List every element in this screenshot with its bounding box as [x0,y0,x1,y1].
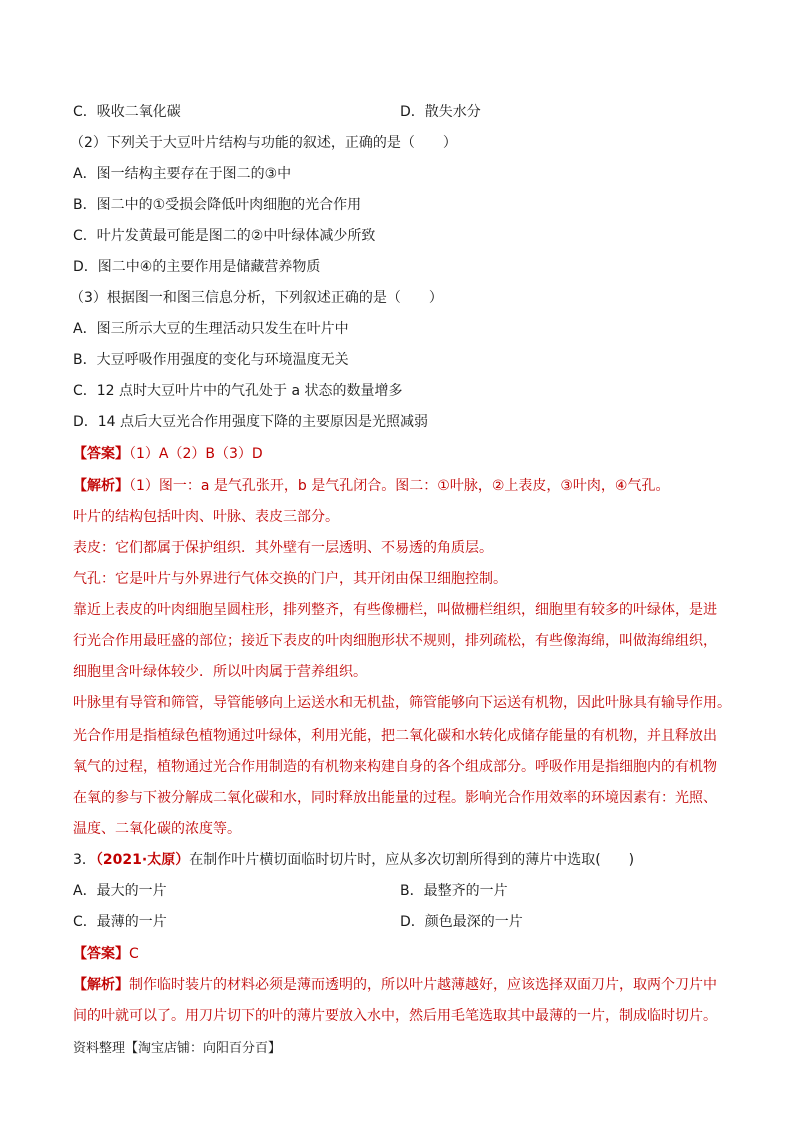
question-number: 3． [73,852,96,868]
option-d: D．散失水分 [400,104,481,120]
option-c: C．吸收二氧化碳 [73,104,181,120]
answer-text: （1）A（2）B（3）D [129,446,263,462]
q3-answer-tag: 【答案】 [73,946,129,962]
analysis-text: （1）图一：a 是气孔张开，b 是气孔闭合。图二：①叶脉，②上表皮，③叶肉，④气孔。 [129,478,670,494]
q3-option-c: C．最薄的一片 [73,914,167,930]
analysis-line-3: 表皮：它们都属于保护组织．其外壁有一层透明、不易透的角质层。 [73,540,493,556]
q3-answer-line [73,944,733,964]
analysis-line-12: 温度、二氧化碳的浓度等。 [73,821,241,837]
q3-analysis-text: 制作临时装片的材料必须是薄而透明的，所以叶片越薄越好，应该选择双面刀片，取两个刀片中 [129,977,717,993]
sub2-option-d: D．图二中④的主要作用是储藏营养物质 [73,259,321,275]
q3-analysis-line-1 [73,975,733,995]
footer-note: 资料整理【淘宝店铺：向阳百分百】 [73,1041,282,1056]
q3-analysis-line-2: 间的叶就可以了。用刀片切下的叶的薄片要放入水中，然后用毛笔选取其中最薄的一片，制成临时切片。 [73,1008,717,1024]
analysis-line-11: 在氧的参与下被分解成二氧化碳和水，同时释放出能量的过程。影响光合作用效率的环境因素有：光照、 [73,790,717,806]
sub3-option-b: B．大豆呼吸作用强度的变化与环境温度无关 [73,352,349,368]
analysis-line-6: 行光合作用最旺盛的部位；接近下表皮的叶肉细胞形状不规则，排列疏松，有些像海绵，叫做海绵组织， [73,633,717,649]
q3-answer-text: C [129,946,139,962]
analysis-line-1 [73,476,733,496]
analysis-line-2: 叶片的结构包括叶肉、叶脉、表皮三部分。 [73,509,339,525]
analysis-line-8: 叶脉里有导管和筛管，导管能够向上运送水和无机盐，筛管能够向下运送有机物，因此叶脉具有输导作用。 [73,695,731,711]
question-3-stem [73,850,733,870]
analysis-line-7: 细胞里含叶绿体较少．所以叶肉属于营养组织。 [73,664,367,680]
answer-line [73,444,733,464]
analysis-line-9: 光合作用是指植绿色植物通过叶绿体，利用光能，把二氧化碳和水转化成储存能量的有机物，并且释放出 [73,728,717,744]
sub2-option-b: B．图二中的①受损会降低叶肉细胞的光合作用 [73,197,362,213]
sub3-option-d: D．14 点后大豆光合作用强度下降的主要原因是光照减弱 [73,414,429,430]
sub3-option-a: A．图三所示大豆的生理活动只发生在叶片中 [73,321,349,337]
sub-question-2-stem: （2）下列关于大豆叶片结构与功能的叙述，正确的是（ ） [70,135,457,151]
q3-option-d: D．颜色最深的一片 [400,914,523,930]
q3-analysis-tag: 【解析】 [73,977,129,993]
analysis-tag: 【解析】 [73,478,129,494]
question-text: 在制作叶片横切面临时切片时，应从多次切割所得到的薄片中选取( ) [189,852,635,868]
sub3-option-c: C．12 点时大豆叶片中的气孔处于 a 状态的数量增多 [73,383,403,399]
question-source: （2021·太原） [95,852,190,868]
analysis-line-10: 氧气的过程，植物通过光合作用制造的有机物来构建自身的各个组成部分。呼吸作用是指细胞内的有机物 [73,759,717,775]
sub2-option-a: A．图一结构主要存在于图二的③中 [73,166,292,182]
q3-option-b: B．最整齐的一片 [400,883,508,899]
sub-question-3-stem: （3）根据图一和图三信息分析，下列叙述正确的是（ ） [70,290,443,306]
analysis-line-4: 气孔：它是叶片与外界进行气体交换的门户，其开闭由保卫细胞控制。 [73,571,507,587]
q3-option-a: A．最大的一片 [73,883,167,899]
sub2-option-c: C．叶片发黄最可能是图二的②中叶绿体减少所致 [73,228,376,244]
answer-tag: 【答案】 [73,446,129,462]
analysis-line-5: 靠近上表皮的叶肉细胞呈圆柱形，排列整齐，有些像栅栏，叫做栅栏组织，细胞里有较多的叶绿体，是进 [73,602,717,618]
